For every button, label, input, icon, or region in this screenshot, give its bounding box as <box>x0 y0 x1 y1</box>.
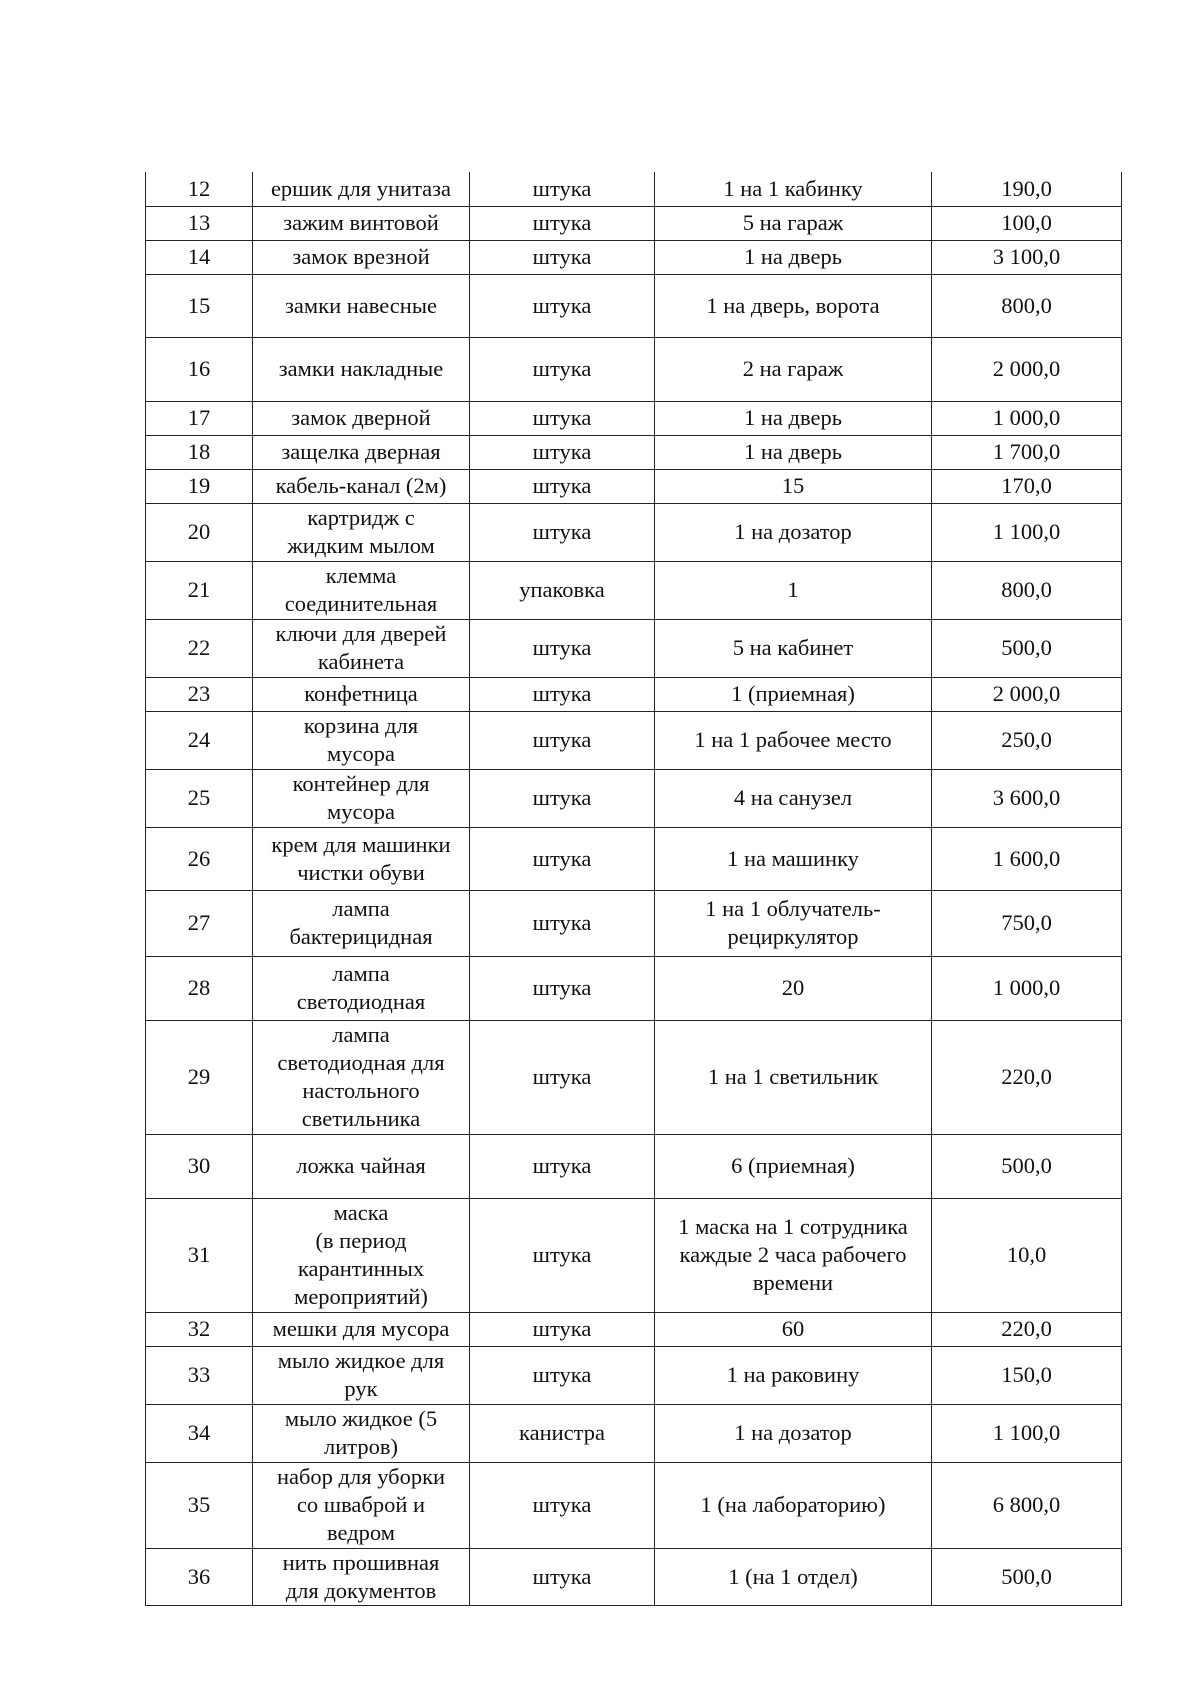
norm-cell <box>655 677 932 711</box>
row-number-text: 12 <box>187 175 211 201</box>
price-cell <box>932 890 1122 956</box>
price-cell <box>932 435 1122 469</box>
unit-cell <box>470 711 655 769</box>
table-row <box>146 711 1122 769</box>
norm-text: 4 на санузел <box>733 785 853 810</box>
unit-cell <box>470 619 655 677</box>
unit-cell <box>470 677 655 711</box>
unit-cell <box>470 561 655 619</box>
price-cell <box>932 401 1122 435</box>
unit-text: штука <box>532 175 592 201</box>
item-name-cell <box>253 677 470 711</box>
table-row <box>146 677 1122 711</box>
row-number-cell <box>146 619 253 677</box>
price-text: 170,0 <box>1001 473 1052 498</box>
unit-cell <box>470 827 655 890</box>
row-number-text: 24 <box>187 727 211 752</box>
unit-text: упаковка <box>519 577 605 602</box>
row-number-cell <box>146 206 253 240</box>
item-name-cell <box>253 890 470 956</box>
item-name-text: замки накладные <box>278 356 444 381</box>
item-name-text: лампа бактерицидная <box>289 896 433 949</box>
price-cell <box>932 1198 1122 1312</box>
row-number-text: 19 <box>187 473 211 498</box>
norm-cell <box>655 1020 932 1134</box>
table-row <box>146 561 1122 619</box>
row-number-cell <box>146 1134 253 1198</box>
price-cell <box>932 769 1122 827</box>
price-text: 750,0 <box>1001 910 1052 935</box>
unit-cell <box>470 890 655 956</box>
table-row <box>146 274 1122 337</box>
unit-text: штука <box>532 785 592 810</box>
unit-text: штука <box>532 519 592 544</box>
norm-text: 5 на кабинет <box>732 635 854 660</box>
unit-text: штука <box>532 1362 592 1387</box>
norm-text: 1 на 1 рабочее место <box>694 727 892 752</box>
norm-cell <box>655 1548 932 1605</box>
row-number-text: 16 <box>187 356 211 381</box>
price-text: 1 000,0 <box>992 405 1061 430</box>
row-number-text: 22 <box>187 635 211 660</box>
row-number-cell <box>146 503 253 561</box>
price-text: 3 600,0 <box>992 785 1061 810</box>
price-text: 190,0 <box>1001 175 1052 201</box>
unit-text: штука <box>532 635 592 660</box>
unit-cell <box>470 1346 655 1404</box>
price-cell <box>932 1312 1122 1346</box>
price-cell <box>932 274 1122 337</box>
norm-cell <box>655 890 932 956</box>
price-cell <box>932 206 1122 240</box>
unit-cell <box>470 1404 655 1462</box>
norm-text: 1 на дверь <box>744 405 842 430</box>
item-name-text: зажим винтовой <box>283 210 439 235</box>
table-row <box>146 337 1122 401</box>
item-name-text: контейнер для мусора <box>292 771 430 824</box>
item-name-cell <box>253 401 470 435</box>
price-text: 500,0 <box>1001 1153 1052 1178</box>
row-number-text: 31 <box>187 1242 211 1267</box>
row-number-cell <box>146 677 253 711</box>
row-number-cell <box>146 1346 253 1404</box>
item-name-cell <box>253 1548 470 1605</box>
norm-text: 1 на дверь, ворота <box>706 292 880 318</box>
item-name-cell <box>253 619 470 677</box>
item-name-text: мешки для мусора <box>272 1316 450 1341</box>
price-cell <box>932 1020 1122 1134</box>
table-row <box>146 1020 1122 1134</box>
unit-text: штука <box>532 1153 592 1178</box>
table-row <box>146 401 1122 435</box>
items-table <box>145 172 1122 1606</box>
item-name-cell <box>253 1462 470 1548</box>
item-name-text: мыло жидкое (5 литров) <box>284 1406 438 1459</box>
row-number-cell <box>146 711 253 769</box>
table-row <box>146 240 1122 274</box>
norm-text: 1 на 1 светильник <box>707 1064 879 1089</box>
row-number-text: 27 <box>187 910 211 935</box>
norm-text: 1 на дозатор <box>734 1420 852 1445</box>
row-number-cell <box>146 1404 253 1462</box>
price-cell <box>932 469 1122 503</box>
price-text: 6 800,0 <box>992 1492 1061 1517</box>
unit-cell <box>470 435 655 469</box>
price-cell <box>932 337 1122 401</box>
norm-text: 1 на 1 кабинку <box>723 175 863 201</box>
unit-text: штука <box>532 727 592 752</box>
norm-text: 1 на дозатор <box>734 519 852 544</box>
price-cell <box>932 561 1122 619</box>
price-text: 1 000,0 <box>992 975 1061 1000</box>
table-row <box>146 1134 1122 1198</box>
item-name-text: конфетница <box>304 681 418 706</box>
row-number-cell <box>146 956 253 1020</box>
item-name-cell <box>253 561 470 619</box>
unit-cell <box>470 956 655 1020</box>
price-cell <box>932 711 1122 769</box>
norm-cell <box>655 1462 932 1548</box>
unit-cell <box>470 240 655 274</box>
price-cell <box>932 503 1122 561</box>
item-name-cell <box>253 469 470 503</box>
norm-text: 6 (приемная) <box>731 1153 855 1178</box>
unit-cell <box>470 401 655 435</box>
norm-cell <box>655 619 932 677</box>
norm-text: 60 <box>781 1316 805 1341</box>
row-number-text: 17 <box>187 405 211 430</box>
unit-text: штука <box>532 1563 592 1589</box>
table-row <box>146 1462 1122 1548</box>
item-name-cell <box>253 337 470 401</box>
row-number-text: 18 <box>187 439 211 464</box>
price-text: 800,0 <box>1001 292 1052 318</box>
item-name-text: лампа светодиодная <box>296 961 426 1014</box>
norm-cell <box>655 401 932 435</box>
table-row <box>146 890 1122 956</box>
item-name-text: мыло жидкое для рук <box>277 1348 445 1401</box>
item-name-text: картридж с жидким мылом <box>287 505 435 558</box>
table-row <box>146 1404 1122 1462</box>
unit-cell <box>470 503 655 561</box>
item-name-text: набор для уборки со шваброй и ведром <box>276 1464 446 1545</box>
price-cell <box>932 956 1122 1020</box>
unit-text: штука <box>532 356 592 381</box>
norm-cell <box>655 769 932 827</box>
item-name-text: ключи для дверей кабинета <box>275 621 447 674</box>
row-number-cell <box>146 1198 253 1312</box>
row-number-cell <box>146 337 253 401</box>
item-name-cell <box>253 956 470 1020</box>
unit-text: штука <box>532 1242 592 1267</box>
norm-text: 1 (на лабораторию) <box>700 1492 886 1517</box>
row-number-cell <box>146 1462 253 1548</box>
item-name-cell <box>253 769 470 827</box>
row-number-text: 35 <box>187 1492 211 1517</box>
unit-text: штука <box>532 292 592 318</box>
row-number-text: 14 <box>187 244 211 269</box>
item-name-cell <box>253 1198 470 1312</box>
table-row <box>146 206 1122 240</box>
table-row <box>146 1548 1122 1605</box>
row-number-cell <box>146 469 253 503</box>
row-number-cell <box>146 240 253 274</box>
item-name-cell <box>253 240 470 274</box>
table-row <box>146 503 1122 561</box>
price-cell <box>932 1346 1122 1404</box>
norm-text: 20 <box>781 975 805 1000</box>
unit-text: штука <box>532 244 592 269</box>
norm-cell <box>655 206 932 240</box>
norm-text: 1 (на 1 отдел) <box>728 1563 858 1589</box>
row-number-cell <box>146 1548 253 1605</box>
norm-cell <box>655 561 932 619</box>
price-text: 500,0 <box>1001 1563 1052 1589</box>
row-number-cell <box>146 401 253 435</box>
norm-text: 1 на 1 облучатель- рециркулятор <box>705 896 881 949</box>
row-number-text: 33 <box>187 1362 211 1387</box>
price-cell <box>932 1462 1122 1548</box>
unit-cell <box>470 1134 655 1198</box>
unit-text: штука <box>532 910 592 935</box>
row-number-cell <box>146 172 253 206</box>
norm-cell <box>655 240 932 274</box>
price-text: 1 700,0 <box>992 439 1061 464</box>
norm-text: 1 (приемная) <box>731 681 855 706</box>
row-number-cell <box>146 769 253 827</box>
row-number-cell <box>146 1312 253 1346</box>
row-number-text: 21 <box>187 577 211 602</box>
table-row <box>146 619 1122 677</box>
table-row <box>146 1346 1122 1404</box>
row-number-text: 29 <box>187 1064 211 1089</box>
norm-cell <box>655 711 932 769</box>
item-name-text: лампа светодиодная для настольного светильника <box>277 1022 445 1131</box>
price-cell <box>932 827 1122 890</box>
item-name-text: замок дверной <box>291 405 431 430</box>
unit-text: штука <box>532 681 592 706</box>
item-name-cell <box>253 1134 470 1198</box>
price-text: 1 100,0 <box>992 519 1061 544</box>
item-name-cell <box>253 172 470 206</box>
price-text: 500,0 <box>1001 635 1052 660</box>
price-text: 2 000,0 <box>992 681 1061 706</box>
price-text: 3 100,0 <box>992 244 1061 269</box>
unit-text: штука <box>532 1064 592 1089</box>
norm-text: 15 <box>781 473 805 498</box>
item-name-text: ложка чайная <box>296 1153 426 1178</box>
unit-cell <box>470 206 655 240</box>
price-cell <box>932 677 1122 711</box>
norm-cell <box>655 956 932 1020</box>
unit-text: штука <box>532 1316 592 1341</box>
unit-cell <box>470 172 655 206</box>
item-name-text: кабель-канал (2м) <box>275 473 447 498</box>
row-number-text: 15 <box>187 292 211 318</box>
norm-cell <box>655 1404 932 1462</box>
item-name-cell <box>253 1312 470 1346</box>
row-number-text: 34 <box>187 1420 211 1445</box>
norm-cell <box>655 337 932 401</box>
unit-text: канистра <box>519 1420 605 1445</box>
table-row <box>146 956 1122 1020</box>
unit-cell <box>470 469 655 503</box>
norm-text: 2 на гараж <box>742 356 844 381</box>
price-cell <box>932 1548 1122 1605</box>
norm-text: 1 на дверь <box>744 244 842 269</box>
price-text: 220,0 <box>1001 1316 1052 1341</box>
price-cell <box>932 172 1122 206</box>
item-name-cell <box>253 274 470 337</box>
table-row <box>146 469 1122 503</box>
table-row <box>146 1198 1122 1312</box>
table-row <box>146 1312 1122 1346</box>
item-name-cell <box>253 206 470 240</box>
unit-text: штука <box>532 1492 592 1517</box>
table-row <box>146 172 1122 206</box>
unit-cell <box>470 769 655 827</box>
row-number-text: 25 <box>187 785 211 810</box>
price-cell <box>932 619 1122 677</box>
unit-cell <box>470 337 655 401</box>
norm-text: 1 на машинку <box>727 845 859 871</box>
item-name-text: замок врезной <box>292 244 430 269</box>
unit-cell <box>470 1198 655 1312</box>
price-text: 150,0 <box>1001 1362 1052 1387</box>
price-text: 1 600,0 <box>992 845 1061 871</box>
row-number-text: 28 <box>187 975 211 1000</box>
row-number-text: 26 <box>187 845 211 871</box>
unit-text: штука <box>532 439 592 464</box>
price-cell <box>932 240 1122 274</box>
item-name-text: клемма соединительная <box>284 563 438 616</box>
item-name-text: защелка дверная <box>281 439 441 464</box>
table-row <box>146 827 1122 890</box>
norm-cell <box>655 827 932 890</box>
norm-text: 1 на дверь <box>744 439 842 464</box>
unit-text: штука <box>532 975 592 1000</box>
unit-cell <box>470 274 655 337</box>
norm-cell <box>655 1134 932 1198</box>
row-number-text: 23 <box>187 681 211 706</box>
norm-cell <box>655 172 932 206</box>
price-text: 250,0 <box>1001 727 1052 752</box>
item-name-cell <box>253 1020 470 1134</box>
unit-cell <box>470 1312 655 1346</box>
norm-cell <box>655 435 932 469</box>
item-name-text: крем для машинки чистки обуви <box>271 831 451 885</box>
row-number-cell <box>146 435 253 469</box>
unit-cell <box>470 1548 655 1605</box>
row-number-text: 32 <box>187 1316 211 1341</box>
norm-cell <box>655 1198 932 1312</box>
row-number-text: 20 <box>187 519 211 544</box>
row-number-cell <box>146 1020 253 1134</box>
unit-text: штука <box>532 845 592 871</box>
row-number-text: 13 <box>187 210 211 235</box>
row-number-cell <box>146 561 253 619</box>
price-text: 1 100,0 <box>992 1420 1061 1445</box>
unit-text: штука <box>532 473 592 498</box>
item-name-cell <box>253 711 470 769</box>
item-name-cell <box>253 1346 470 1404</box>
row-number-cell <box>146 827 253 890</box>
item-name-cell <box>253 1404 470 1462</box>
norm-text: 1 маска на 1 сотрудника каждые 2 часа рабочего времени <box>678 1214 908 1295</box>
price-text: 220,0 <box>1001 1064 1052 1089</box>
unit-cell <box>470 1462 655 1548</box>
norm-text: 1 <box>787 577 799 602</box>
norm-text: 1 на раковину <box>726 1362 860 1387</box>
unit-text: штука <box>532 405 592 430</box>
item-name-text: замки навесные <box>285 292 437 318</box>
item-name-text: нить прошивная для документов <box>282 1549 440 1603</box>
item-name-text: корзина для мусора <box>303 713 419 766</box>
price-text: 2 000,0 <box>992 356 1061 381</box>
item-name-text: маска (в период карантинных мероприятий) <box>294 1200 428 1309</box>
norm-cell <box>655 1312 932 1346</box>
table-row <box>146 435 1122 469</box>
price-cell <box>932 1404 1122 1462</box>
item-name-cell <box>253 435 470 469</box>
norm-cell <box>655 469 932 503</box>
norm-cell <box>655 274 932 337</box>
price-text: 10,0 <box>1006 1242 1047 1267</box>
row-number-cell <box>146 274 253 337</box>
item-name-text: ершик для унитаза <box>270 175 452 201</box>
norm-cell <box>655 503 932 561</box>
row-number-text: 30 <box>187 1153 211 1178</box>
price-text: 100,0 <box>1001 210 1052 235</box>
price-text: 800,0 <box>1001 577 1052 602</box>
unit-text: штука <box>532 210 592 235</box>
norm-cell <box>655 1346 932 1404</box>
price-cell <box>932 1134 1122 1198</box>
item-name-cell <box>253 503 470 561</box>
items-table-body <box>146 172 1122 1605</box>
row-number-text: 36 <box>187 1563 211 1589</box>
table-row <box>146 769 1122 827</box>
unit-cell <box>470 1020 655 1134</box>
item-name-cell <box>253 827 470 890</box>
row-number-cell <box>146 890 253 956</box>
norm-text: 5 на гараж <box>742 210 844 235</box>
